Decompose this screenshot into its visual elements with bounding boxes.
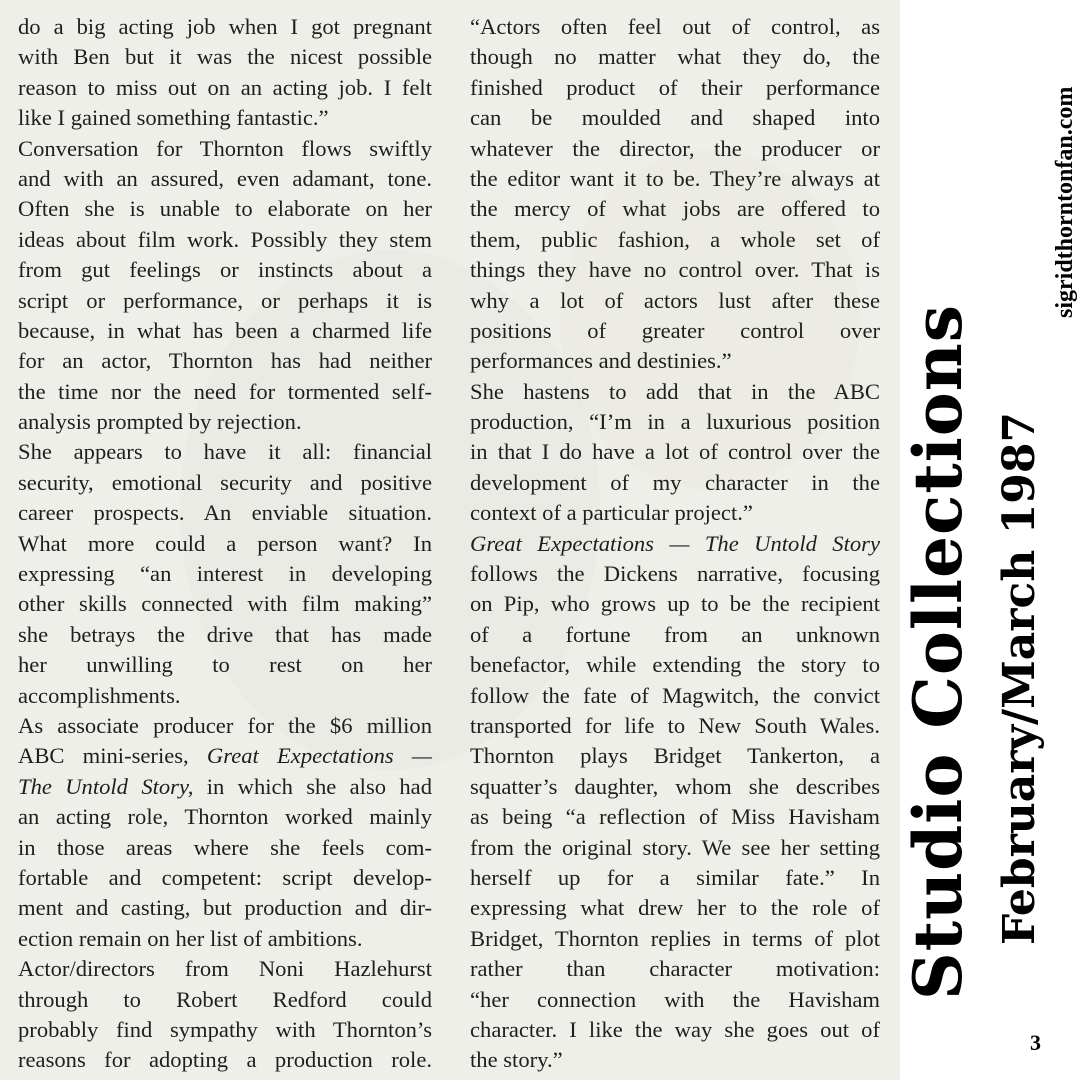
italic-title: Great Expectations — (206, 743, 432, 769)
text-line: an acting role, Thornton worked mainly (18, 804, 432, 830)
text-line (18, 741, 432, 771)
article-column-right (470, 12, 880, 1076)
text-line: squatter’s daughter, whom she describes (470, 773, 880, 799)
text-line: through to Robert Redford could (18, 986, 432, 1012)
text-line: She hastens to add that in the ABC (470, 378, 880, 404)
text-line: of a fortune from an unknown (470, 621, 880, 647)
italic-title: The Untold Story, (18, 773, 194, 799)
text-line: positions of greater control over (470, 317, 880, 343)
text-segment: in which she also had (193, 773, 433, 799)
text-line: from the original story. We see her setting (470, 834, 880, 860)
text-line: She appears to have it all: financial (18, 439, 432, 465)
text-line: them, public fashion, a whole set of (470, 226, 880, 252)
text-line: Bridget, Thornton replies in terms of plot (470, 925, 880, 951)
text-line: Thornton plays Bridget Tankerton, a (470, 743, 880, 769)
text-line: ection remain on her list of ambitions. (18, 925, 363, 951)
text-line: expressing “an interest in developing (18, 561, 432, 587)
italic-title: Great Expectations — The Untold Story (470, 530, 880, 556)
text-line: script or performance, or perhaps it is (18, 287, 432, 313)
website-credit: sigridthorntonfan.com (1052, 86, 1078, 318)
text-line: her unwilling to rest on her (18, 652, 432, 678)
text-line: other skills connected with film making” (18, 591, 432, 617)
text-line: analysis prompted by rejection. (18, 409, 302, 435)
text-line: in those areas where she feels com- (18, 834, 432, 860)
text-line: career prospects. An enviable situation. (18, 500, 432, 526)
text-line: why a lot of actors lust after these (470, 287, 880, 313)
text-line: Conversation for Thornton flows swiftly (18, 135, 432, 161)
text-line: and with an assured, even adamant, tone. (18, 165, 432, 191)
text-line: reason to miss out on an acting job. I felt (18, 74, 432, 100)
text-line: transported for life to New South Wales. (470, 712, 880, 738)
text-line: expressing what drew her to the role of (470, 895, 880, 921)
text-line (18, 772, 432, 802)
text-line: As associate producer for the $6 million (18, 712, 432, 738)
text-line: character. I like the way she goes out of (470, 1016, 880, 1042)
text-line: like I gained something fantastic.” (18, 105, 329, 131)
text-line: probably find sympathy with Thornton’s (18, 1016, 432, 1042)
text-line: the story.” (470, 1047, 563, 1073)
text-line (470, 529, 880, 559)
text-line: though no matter what they do, the (470, 44, 880, 70)
text-line: What more could a person want? In (18, 530, 432, 556)
text-line: herself up for a similar fate.” In (470, 864, 880, 890)
text-line: “Actors often feel out of control, as (470, 14, 880, 39)
text-line: “her connection with the Havisham (470, 986, 880, 1012)
text-line: finished product of their performance (470, 74, 880, 100)
text-line: context of a particular project.” (470, 500, 753, 526)
text-line: accomplishments. (18, 682, 181, 708)
text-line: can be moulded and shaped into (470, 105, 880, 131)
issue-date: February/March 1987 (994, 411, 1045, 945)
text-line: production, “I’m in a luxurious position (470, 409, 880, 435)
text-line: ment and casting, but production and dir- (18, 895, 432, 921)
text-line: fortable and competent: script develop- (18, 864, 432, 890)
publication-title: Studio Collections (899, 304, 977, 1000)
text-line: whatever the director, the producer or (470, 135, 880, 161)
text-line: the mercy of what jobs are offered to (470, 196, 880, 222)
text-line: follows the Dickens narrative, focusing (470, 561, 880, 587)
article-column-left (18, 12, 432, 1076)
text-line: the editor want it to be. They’re always at (470, 165, 880, 191)
text-line: from gut feelings or instincts about a (18, 257, 432, 283)
text-line: Often she is unable to elaborate on her (18, 196, 432, 222)
text-line: for an actor, Thornton has had neither (18, 348, 432, 374)
page-number: 3 (1030, 1030, 1041, 1055)
text-line: she betrays the drive that has made (18, 621, 432, 647)
text-line: on Pip, who grows up to be the recipient (470, 591, 880, 617)
text-line: with Ben but it was the nicest possible (18, 44, 432, 70)
text-line: rather than character motivation: (470, 956, 880, 982)
text-line: development of my character in the (470, 469, 880, 495)
text-line: follow the fate of Magwitch, the convict (470, 682, 880, 708)
text-line: ideas about film work. Possibly they stem (18, 226, 432, 252)
text-segment: ABC mini-series, (18, 743, 207, 769)
text-line: security, emotional security and positive (18, 469, 432, 495)
text-line: as being “a reflection of Miss Havisham (470, 804, 880, 830)
text-line: performances and destinies.” (470, 348, 732, 374)
text-line: the time nor the need for tormented self- (18, 378, 432, 404)
text-line: Actor/directors from Noni Hazlehurst (18, 956, 432, 982)
text-line: in that I do have a lot of control over the (470, 439, 880, 465)
text-line: do a big acting job when I got pregnant (18, 14, 432, 39)
text-line: because, in what has been a charmed life (18, 317, 432, 343)
text-line: reasons for adopting a production role. (18, 1047, 432, 1073)
text-line: benefactor, while extending the story to (470, 652, 880, 678)
text-line: things they have no control over. That is (470, 257, 880, 283)
